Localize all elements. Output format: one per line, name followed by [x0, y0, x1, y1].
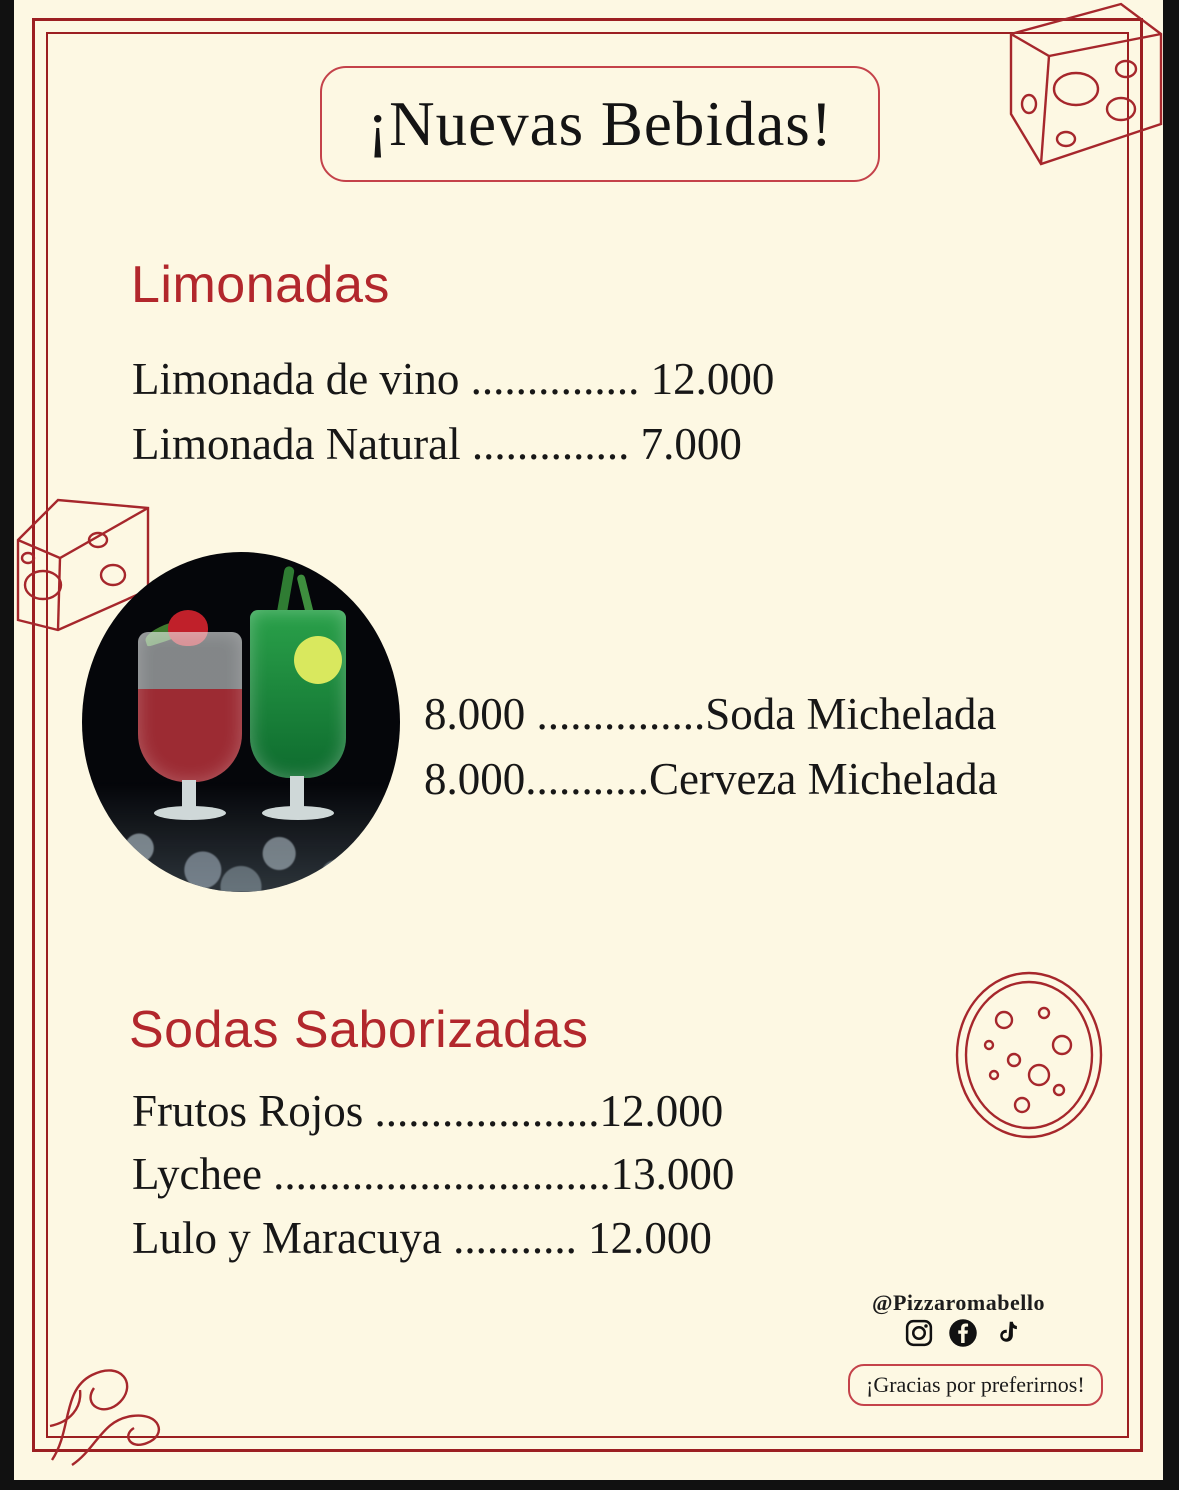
pizza-doodle-icon — [944, 965, 1114, 1145]
page-title: ¡Nuevas Bebidas! — [367, 88, 833, 159]
menu-sheet — [14, 0, 1163, 1480]
red-cocktail-glass — [138, 632, 242, 822]
instagram-icon[interactable] — [904, 1318, 934, 1348]
menu-item-lychee: Lychee ..............................13.000 — [132, 1149, 735, 1199]
green-cocktail-glass — [250, 610, 346, 828]
facebook-icon[interactable] — [948, 1318, 978, 1348]
menu-item-cerveza-michelada: 8.000...........Cerveza Michelada — [424, 754, 998, 804]
page-edge-right — [1163, 0, 1179, 1490]
drinks-photo — [82, 552, 400, 892]
menu-item-lulo-y-maracuya: Lulo y Maracuya ........... 12.000 — [132, 1213, 712, 1263]
menu-item-limonada-natural: Limonada Natural .............. 7.000 — [132, 419, 742, 469]
section-heading-sodas-saborizadas: Sodas Saborizadas — [129, 1001, 589, 1059]
page-edge-left — [0, 0, 14, 1490]
tiktok-icon[interactable] — [992, 1318, 1022, 1348]
thanks-badge: ¡Gracias por preferirnos! — [848, 1364, 1103, 1406]
flourish-doodle-icon — [42, 1330, 192, 1470]
section-heading-limonadas: Limonadas — [131, 256, 390, 314]
cheese-doodle-icon — [971, 0, 1171, 184]
menu-item-frutos-rojos: Frutos Rojos ....................12.000 — [132, 1086, 724, 1136]
menu-item-limonada-de-vino: Limonada de vino ............... 12.000 — [132, 354, 775, 404]
page-edge-bottom — [0, 1480, 1179, 1490]
social-handle: @Pizzaromabello — [872, 1290, 1045, 1315]
social-icons — [904, 1318, 1022, 1348]
menu-item-soda-michelada: 8.000 ...............Soda Michelada — [424, 689, 997, 739]
poster-title-box — [320, 66, 880, 182]
